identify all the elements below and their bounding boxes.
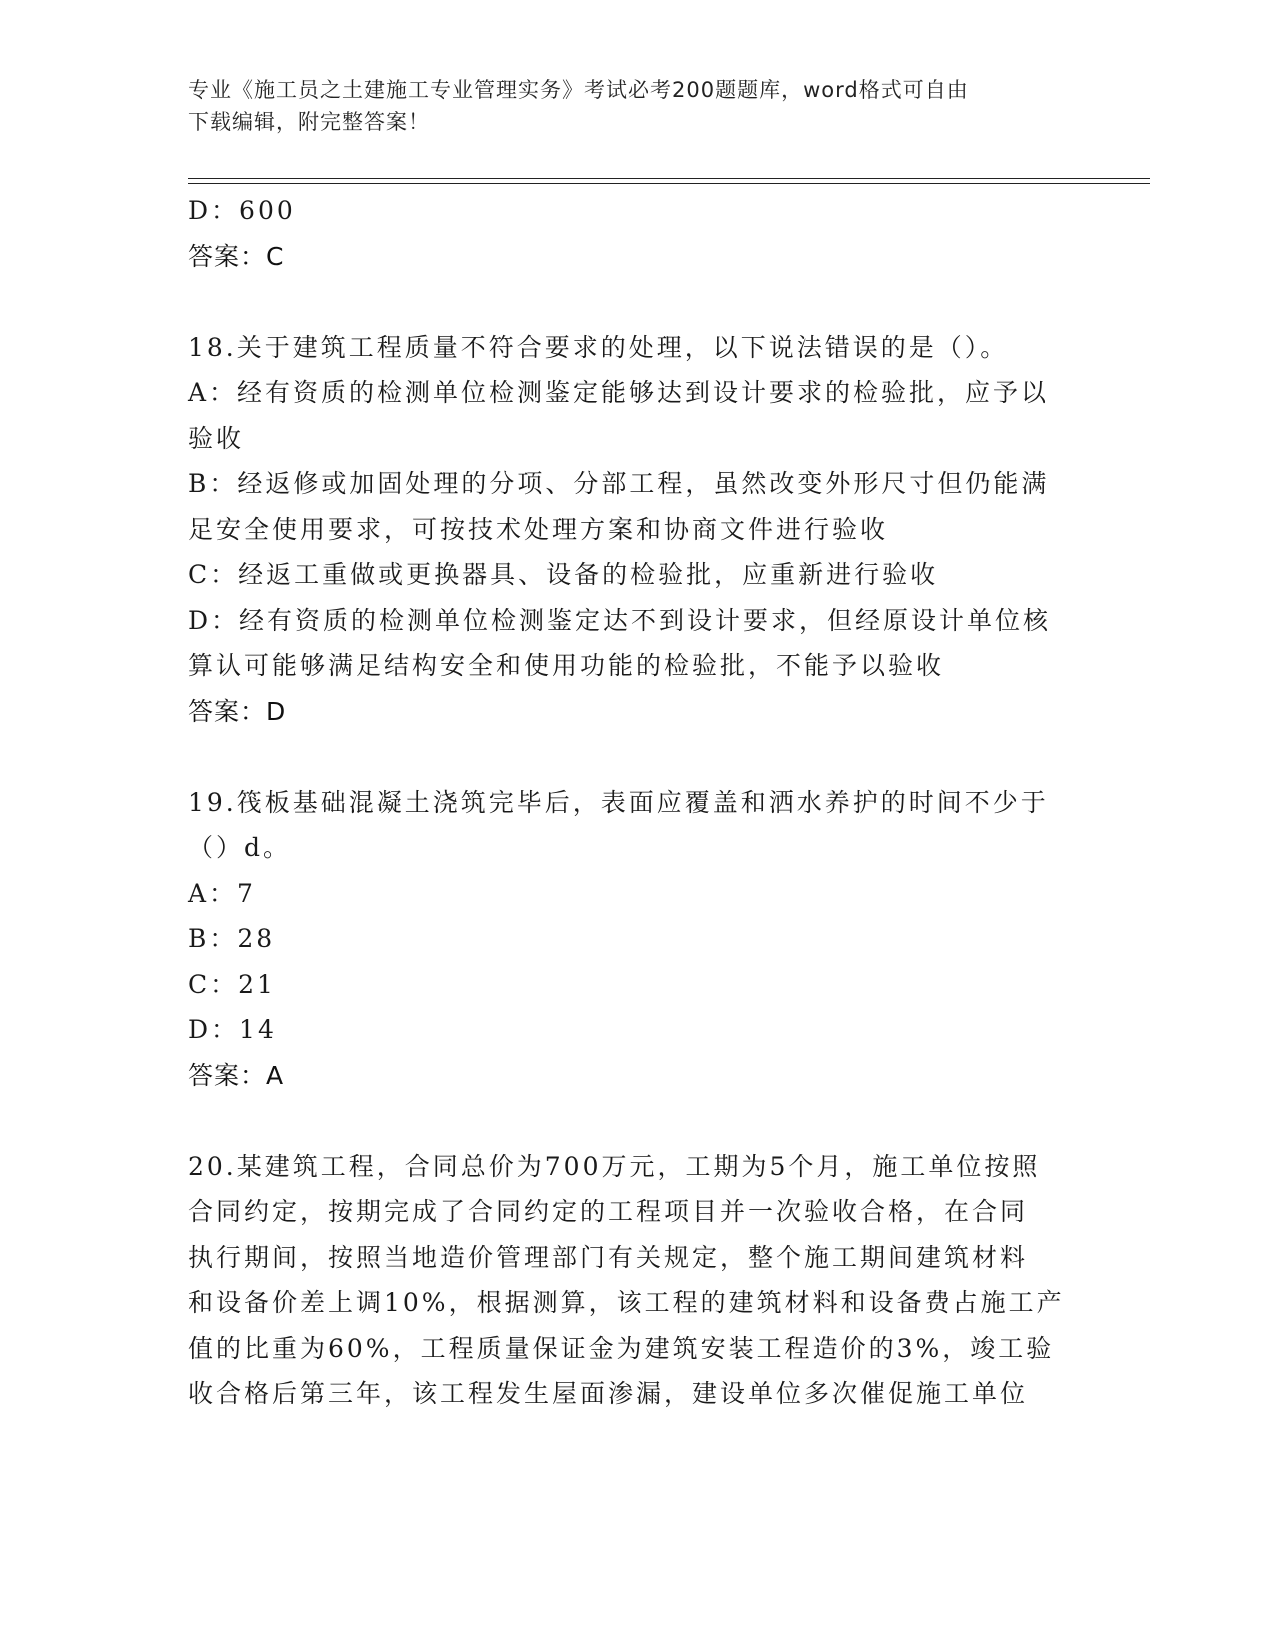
option-b: B：28 (188, 924, 276, 953)
header-line-2: 下载编辑，附完整答案！ (188, 110, 430, 134)
answer-line: 答案：A (188, 1060, 285, 1090)
option-b-continued: 足安全使用要求，可按技术处理方案和协商文件进行验收 (188, 514, 889, 544)
option-a: A：经有资质的检测单位检测鉴定能够达到设计要求的检验批，应予以 (188, 378, 1050, 407)
question-stem: 19.筏板基础混凝土浇筑完毕后，表面应覆盖和洒水养护的时间不少于 (188, 787, 1049, 817)
question-stem-line-4: 和设备价差上调10%，根据测算，该工程的建筑材料和设备费占施工产 (188, 1288, 1065, 1317)
page-header (188, 74, 1068, 138)
spacer (188, 1098, 1088, 1144)
header-divider-bottom (188, 183, 1150, 184)
header-line-1: 专业《施工员之土建施工专业管理实务》考试必考200题题库，word格式可自由 (188, 78, 969, 102)
document-body (188, 188, 1088, 1417)
option-c: C：经返工重做或更换器具、设备的检验批，应重新进行验收 (188, 560, 939, 589)
answer-line: 答案：D (188, 696, 287, 726)
option-a: A：7 (188, 878, 256, 908)
previous-question-tail (188, 188, 1088, 279)
question-stem-line-6: 收合格后第三年，该工程发生屋面渗漏，建设单位多次催促施工单位 (188, 1379, 1029, 1408)
question-stem-continued: （）d。 (188, 833, 292, 862)
option-a-continued: 验收 (188, 423, 245, 453)
option-d: D：14 (188, 1015, 277, 1044)
option-d: D：600 (188, 196, 296, 225)
spacer (188, 279, 1088, 325)
question-stem-line-3: 执行期间，按照当地造价管理部门有关规定，整个施工期间建筑材料 (188, 1242, 1029, 1272)
question-stem-line-5: 值的比重为60%，工程质量保证金为建筑安装工程造价的3%，竣工验 (188, 1333, 1055, 1363)
question-19 (188, 780, 1088, 1099)
option-b: B：经返修或加固处理的分项、分部工程，虽然改变外形尺寸但仍能满 (188, 469, 1050, 498)
option-c: C：21 (188, 969, 276, 999)
question-18 (188, 325, 1088, 735)
question-20 (188, 1144, 1088, 1417)
spacer (188, 734, 1088, 780)
question-stem-line-2: 合同约定，按期完成了合同约定的工程项目并一次验收合格，在合同 (188, 1197, 1029, 1226)
question-stem: 20.某建筑工程，合同总价为700万元，工期为5个月，施工单位按照 (188, 1151, 1041, 1181)
question-stem: 18.关于建筑工程质量不符合要求的处理，以下说法错误的是（）。 (188, 332, 1009, 362)
option-d: D：经有资质的检测单位检测鉴定达不到设计要求，但经原设计单位核 (188, 605, 1052, 635)
header-divider-top (188, 178, 1150, 179)
option-d-continued: 算认可能够满足结构安全和使用功能的检验批，不能予以验收 (188, 651, 945, 680)
answer-line: 答案：C (188, 241, 285, 271)
